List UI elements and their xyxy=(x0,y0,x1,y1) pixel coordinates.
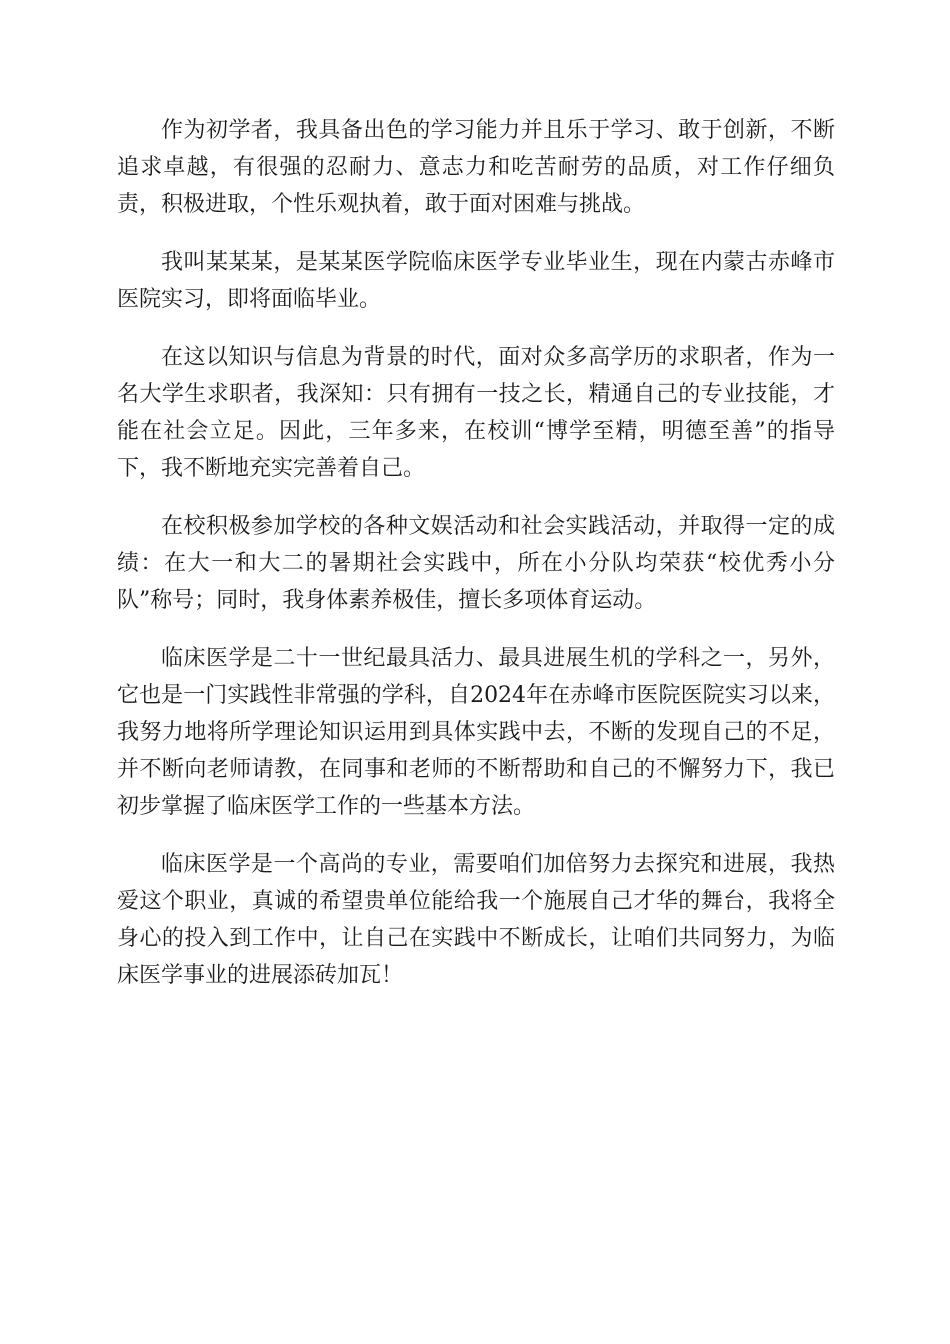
paragraph-5: 临床医学是二十一世纪最具活力、最具进展生机的学科之一，另外，它也是一门实践性非常强的学科，自2024年在赤峰市医院医院实习以来，我努力地将所学理论知识运用到具体实践中去，不断的发现自己的不足，并不断向老师请教，在同事和老师的不断帮助和自己的不懈努力下，我已初步掌握了临床医学工作的一些基本方法。 xyxy=(117,646,835,819)
paragraph-1: 作为初学者，我具备出色的学习能力并且乐于学习、敢于创新，不断追求卓越，有很强的忍耐力、意志力和吃苦耐劳的品质，对工作仔细负责，积极进取，个性乐观执着，敢于面对困难与挑战。 xyxy=(117,118,835,217)
paragraph-2: 我叫某某某，是某某医学院临床医学专业毕业生，现在内蒙古赤峰市医院实习，即将面临毕业。 xyxy=(117,250,835,312)
paragraph-3: 在这以知识与信息为背景的时代，面对众多高学历的求职者，作为一名大学生求职者，我深知：只有拥有一技之长，精通自己的专业技能，才能在社会立足。因此，三年多来，在校训“博学至精，明德至善”的指导下，我不断地充实完善着自己。 xyxy=(117,345,835,481)
paragraph-6: 临床医学是一个高尚的专业，需要咱们加倍努力去探究和进展，我热爱这个职业，真诚的希望贵单位能给我一个施展自己才华的舞台，我将全身心的投入到工作中，让自己在实践中不断成长，让咱们共同努力，为临床医学事业的进展添砖加瓦！ xyxy=(117,852,835,988)
document-body xyxy=(117,112,835,1015)
paragraph-4: 在校积极参加学校的各种文娱活动和社会实践活动，并取得一定的成绩：在大一和大二的暑期社会实践中，所在小分队均荣获“校优秀小分队”称号；同时，我身体素养极佳，擅长多项体育运动。 xyxy=(117,514,835,613)
